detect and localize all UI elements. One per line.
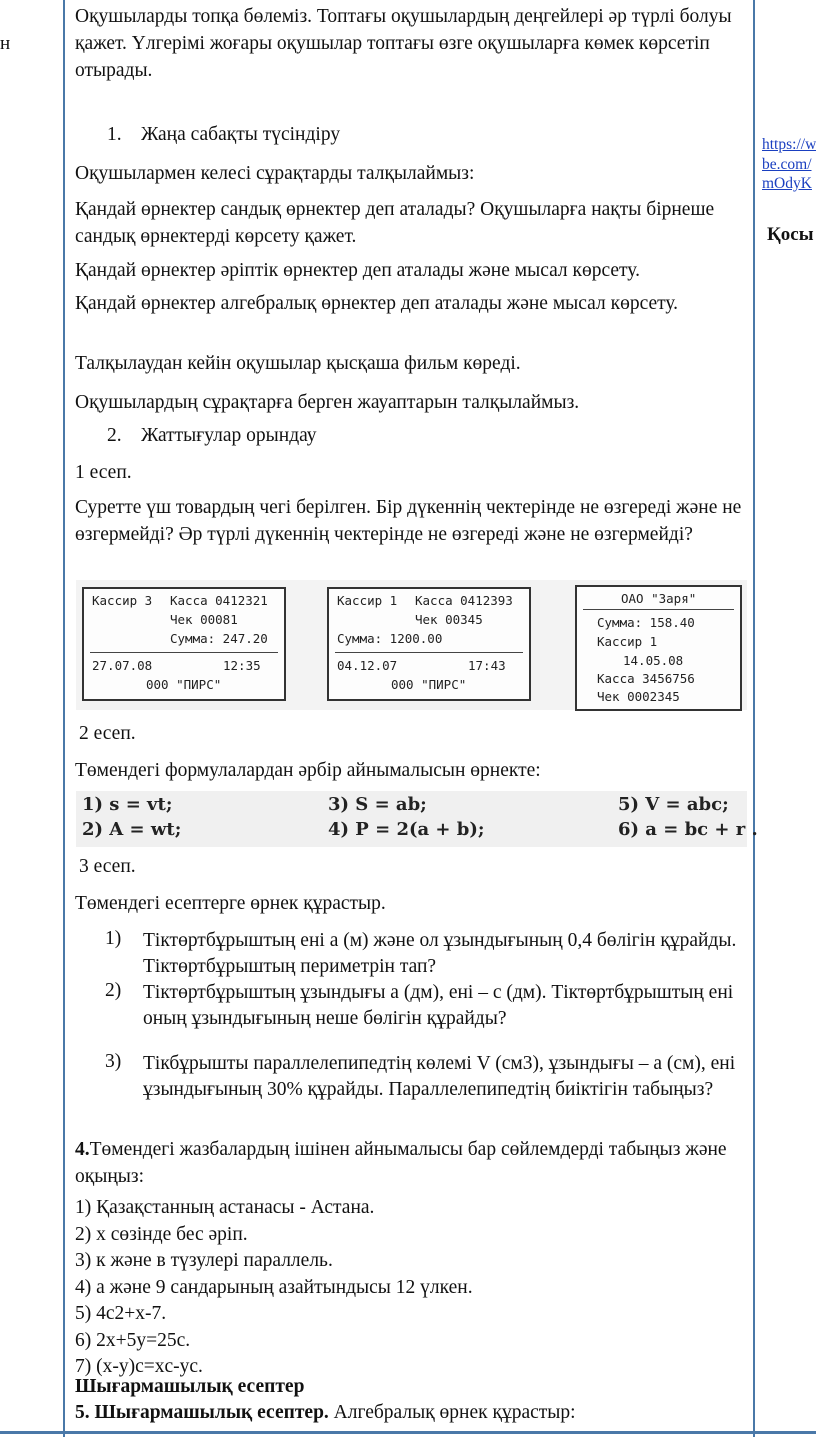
receipt-2-time: 17:43 [468,658,506,673]
task-5-paragraph [75,1399,747,1426]
resource-link[interactable] [762,135,816,194]
receipt-1 [82,587,286,701]
formulas-image [76,791,758,847]
item-text: Тіктөртбұрыштың ені a (м) және ол ұзындығының 0,4 бөлігін құрайды. Тіктөртбұрыштың периметрін тап? [143,930,737,977]
creative-heading: Шығармашылық есептер [75,1376,305,1397]
link-line-2[interactable]: be.com/ [762,155,812,173]
task-5-text: Алгебралық өрнек құрастыр: [333,1402,576,1423]
receipt-2-check: Чек 00345 [415,612,483,627]
receipt-1-register: Касса 0412321 [170,593,268,608]
task-3-label: 3 есеп. [79,856,136,877]
receipt-2-store: 000 "ПИРС" [391,677,467,692]
receipt-2-register: Касса 0412393 [415,593,513,608]
table-border-left [63,0,65,1437]
receipt-2-sum: Сумма: 1200.00 [337,631,443,646]
receipt-1-sum: Сумма: 247.20 [170,631,268,646]
receipt-2 [327,587,531,701]
formula-2: 2) A = wt; [82,819,182,840]
receipt-3 [575,585,742,711]
task-4-number: 4. [75,1139,90,1160]
receipt-3-divider [583,609,734,610]
receipt-3-cashier: Кассир 1 [597,634,658,649]
formula-1: 1) s = vt; [82,794,173,815]
task-4-item-3: 3) к және в түзулері параллель. [75,1250,333,1271]
receipt-1-check: Чек 00081 [170,612,238,627]
receipt-1-divider [90,652,278,653]
receipt-1-time: 12:35 [223,658,261,673]
receipt-1-date: 27.07.08 [92,658,153,673]
receipts-image [76,580,747,710]
left-column-fragment: н [0,33,11,54]
item-number: 2) [105,980,122,1001]
intro-paragraph: Оқушыларды топқа бөлеміз. Топтағы оқушылардың деңгейлері әр түрлі болуы қажет. Үлгерімі жоғары оқушылар топтағы өзге оқушыларға көмек көрсетіп отырады. [75,6,732,81]
section-2-title: Жаттығулар орындау [141,425,317,446]
receipt-2-date: 04.12.07 [337,658,398,673]
item-number: 1) [105,928,122,949]
item-text: Тіктөртбұрыштың ұзындығы a (дм), ені – c (дм). Тіктөртбұрыштың ені оның ұзындығының неше бөлігін құрайды? [143,982,734,1029]
section-1-title: Жаңа сабақты түсіндіру [141,124,341,145]
formula-5: 5) V = abc; [618,794,729,815]
formula-4: 4) P = 2(a + b); [328,819,485,840]
item-number: 3) [105,1051,122,1072]
task-2-label: 2 есеп. [79,723,136,744]
task-4-item-7: 7) (x-y)c=xc-yc. [75,1356,203,1377]
receipt-2-cashier: Кассир 1 [337,593,398,608]
paragraph-1: Оқушылармен келесі сұрақтарды талқылаймыз: [75,163,475,184]
paragraph-6: Оқушылардың сұрақтарға берген жауаптарын талқылаймыз. [75,392,580,413]
table-border-right [753,0,755,1437]
task-2-text: Төмендегі формулалардан әрбір айнымалысын өрнекте: [75,760,541,781]
task-4-item-4: 4) a және 9 сандарының азайтындысы 12 үлкен. [75,1276,473,1298]
receipt-3-header: ОАО "Заря" [621,591,697,606]
link-line-3[interactable]: mOdyK [762,175,812,192]
section-2-number: 2. [107,425,122,446]
resource-label: Қосы [767,224,814,245]
formula-6: 6) a = bc + r . [618,819,758,840]
section-1-number: 1. [107,124,122,145]
receipt-1-store: 000 "ПИРС" [146,677,222,692]
receipt-3-date: 14.05.08 [623,653,684,668]
task-4-text: Төмендегі жазбалардың ішінен айнымалысы бар сөйлемдерді табыңыз және оқыңыз: [75,1139,727,1187]
receipt-2-divider [335,652,523,653]
table-border-bottom [0,1431,816,1434]
link-line-1[interactable]: https://w [762,136,816,153]
receipt-3-check: Чек 0002345 [597,689,680,704]
task-4-item-6: 6) 2x+5y=25c. [75,1329,191,1351]
paragraph-3: Қандай өрнектер әріптік өрнектер деп аталады және мысал көрсету. [75,260,640,281]
item-text: Тікбұрышты параллелепипедтің көлемі V (см3), ұзындығы – a (см), ені ұзындығының 30% құрайды. Параллелепипедтің биіктігін табыңыз? [143,1053,736,1100]
formula-3: 3) S = ab; [328,794,427,815]
receipt-3-sum: Сумма: 158.40 [597,615,695,630]
paragraph-2: Қандай өрнектер сандық өрнектер деп аталады? Оқушыларға нақты бірнеше сандық өрнектерді көрсету қажет. [75,199,715,247]
paragraph-4: Қандай өрнектер алгебралық өрнектер деп аталады және мысал көрсету. [75,293,679,314]
task-4-item-5: 5) 4c2+x-7. [75,1303,167,1324]
receipt-3-register: Касса 3456756 [597,671,695,686]
task-4-item-2: 2) x сөзінде бес әріп. [75,1223,248,1245]
task-3-text: Төмендегі есептерге өрнек құрастыр. [75,893,386,914]
task-5-title: 5. Шығармашылық есептер. [75,1402,329,1423]
task-4-list [75,1195,747,1381]
task-1-label: 1 есеп. [75,462,132,483]
paragraph-5: Талқылаудан кейін оқушылар қысқаша фильм көреді. [75,353,521,374]
receipt-1-cashier: Кассир 3 [92,593,153,608]
task-4-item-1: 1) Қазақстанның астанасы - Астана. [75,1197,375,1218]
task-1-text: Суретте үш товардың чегі берілген. Бір дүкеннің чектерінде не өзгереді және не өзгермейді? Әр түрлі дүкеннің чектерінде не өзгереді және не өзгермейді? [75,497,742,545]
task-4-paragraph [75,1136,747,1190]
